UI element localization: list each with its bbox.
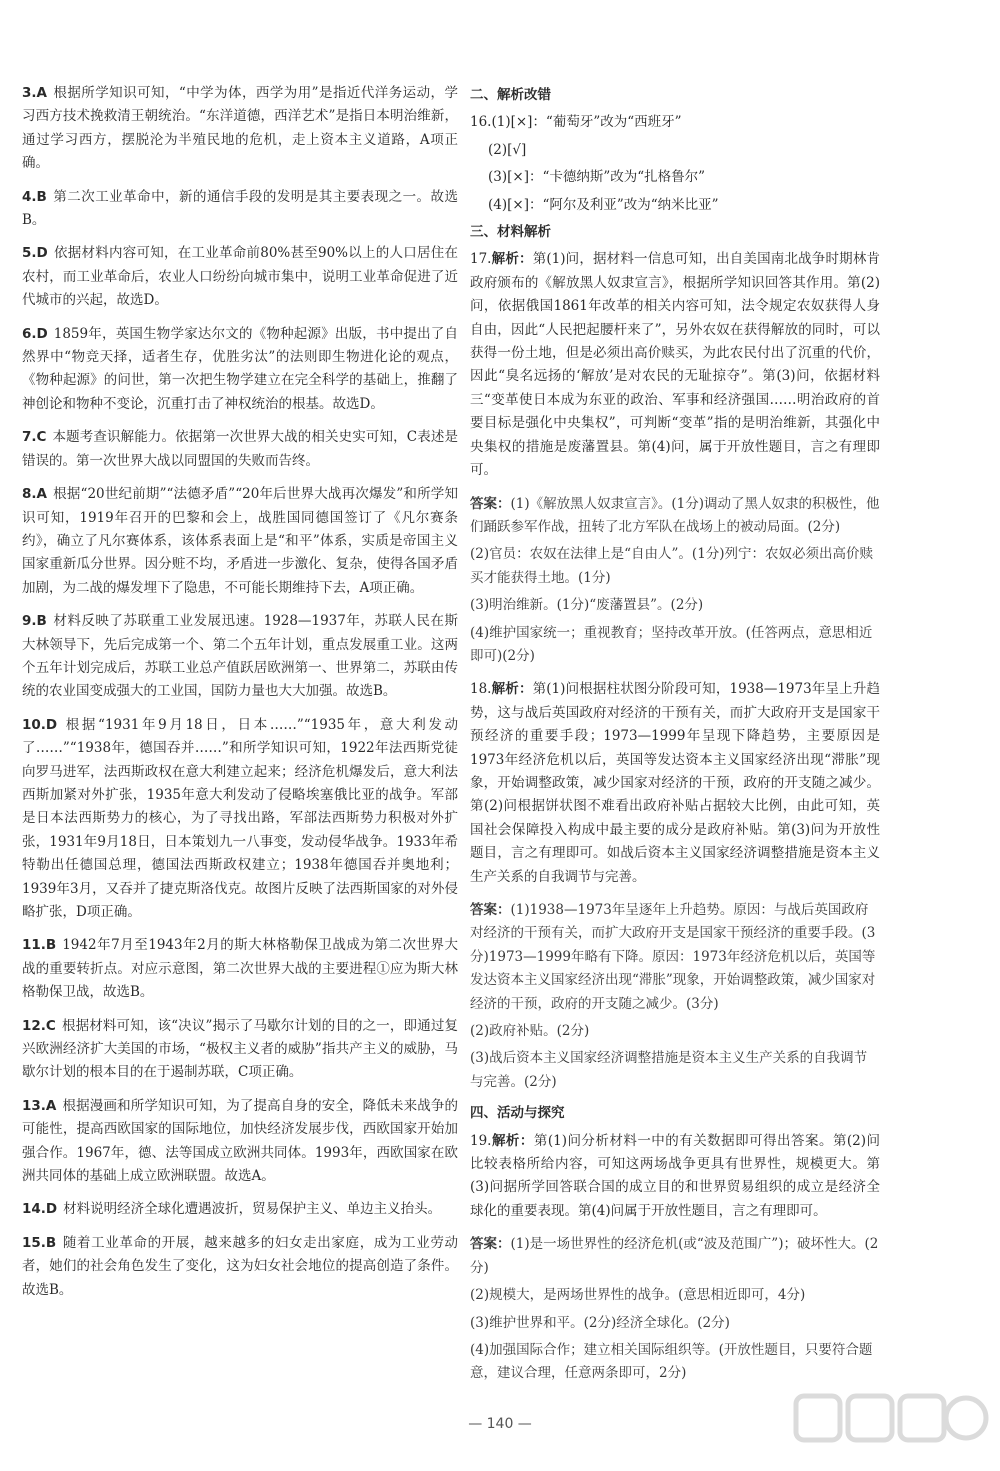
section-title-material: 三、材料解析 [470, 224, 551, 241]
item-number: 7.C [22, 429, 47, 446]
analysis-label: 解析： [491, 681, 533, 698]
item-number: 3.A [22, 85, 47, 101]
answer-item [22, 1312, 458, 1335]
answer-item [22, 1095, 458, 1189]
answer-text: (2)官员：农奴在法律上是“自由人”。(1分)列宁：农奴必须出高价赎买才能获得土地。(1分) [470, 546, 874, 586]
item-text: 材料反映了苏联重工业发展迅速。1928—1937年，苏联人民在斯大林领导下，先后完成第一个、第二个五年计划，重点发展重工业。这两个五年计划完成后，苏联工业总产值跃居欧洲第一、世界第二，苏联由传统的农业国变成强大的工业国，国防力量也大大加强。故选B。 [22, 613, 458, 700]
answer-label: 答案： [470, 1236, 511, 1253]
question-19-analysis [470, 1130, 880, 1224]
item-number: 10.D [22, 716, 58, 733]
correction-line: 16.(1)[×]：“葡萄牙”改为“西班牙” [470, 114, 682, 131]
answer-item [22, 1346, 458, 1369]
item-number: 15.B [22, 1234, 57, 1251]
answer-item [22, 82, 458, 176]
item-text: 随着工业革命的开展，越来越多的妇女走出家庭，成为工业劳动者，她们的社会角色发生了变化，这为妇女社会地位的提高创造了条件。故选B。 [22, 1234, 458, 1298]
item-text: 材料说明经济全球化遭遇波折，贸易保护主义、单边主义抬头。 [63, 1201, 442, 1218]
answer-text: (4)维护国家统一；重视教育；坚持改革开放。(任答两点，意思相近即可)(2分) [470, 624, 873, 664]
item-text: 根据材料可知，该“决议”揭示了马歇尔计划的目的之一，即通过复兴欧洲经济扩大美国的市场，“极权主义者的威胁”指共产主义的威胁，马歇尔计划的根本目的在于遏制苏联，C项正确。 [22, 1017, 458, 1081]
question-17-analysis [470, 248, 880, 482]
item-text: 根据所学知识可知，“中学为体，西学为用”是指近代洋务运动，学习西方技术挽救清王朝统治。“东洋道德，西洋艺术”是指日本明治维新，通过学习西方，摆脱沦为半殖民地的危机，走上资本主义道路，A项正确。 [22, 85, 458, 172]
question-18-analysis [470, 678, 880, 889]
item-number: 13.A [22, 1097, 57, 1114]
answer-item [22, 1198, 458, 1221]
section-title-correction: 二、解析改错 [470, 87, 551, 103]
item-number: 5.D [22, 245, 48, 262]
answer-text: (2)政府补贴。(2分) [470, 1023, 590, 1040]
answer-text: (3)维护世界和平。(2分)经济全球化。(2分) [470, 1314, 730, 1331]
analysis-label: 解析： [491, 251, 533, 268]
item-text: 1942年7月至1943年2月的斯大林格勒保卫战成为第二次世界大战的重要转折点。对应示意图，第二次世界大战的主要进程①应为斯大林格勒保卫战，故选B。 [22, 937, 458, 1001]
right-column [470, 82, 880, 1390]
item-number: 4.B [22, 188, 47, 205]
question-18-answer [470, 899, 880, 1016]
answer-text: (4)加强国际合作；建立相关国际组织等。(开放性题目，只要符合题意，建议合理，任意两条即可，2分) [470, 1341, 873, 1382]
answer-text: (1)《解放黑人奴隶宣言》。(1分)调动了黑人奴隶的积极性，他们踊跃参军作战，扭转了北方军队在战场上的被动局面。(2分) [470, 495, 880, 535]
answer-text: (3)明治维新。(1分)“废藩置县”。(2分) [470, 597, 704, 614]
answer-text: (2)规模大，是两场世界性的战争。(意思相近即可，4分) [470, 1287, 806, 1304]
page-number: — 140 — [468, 1416, 532, 1432]
item-text: 根据“1931年9月18日，日本……”“1935年，意大利发动了……”“1938年，德国吞并……”和所学知识可知，1922年法西斯党徒向罗马进军，法西斯政权在意大利建立起来；经济危机爆发后，意大利法西斯加紧对外扩张，1935年意大利发动了侵略埃塞俄比亚的战争。军部是日本法西斯势力的核心，为了寻找出路，军部法西斯势力积极对外扩张，1931年9月18日，日本策划九一八事变，发动侵华战争。1933年希特勒出任德国总理，德国法西斯政权建立；1938年德国吞并奥地利；1939年3月，又吞并了捷克斯洛伐克。故图片反映了法西斯国家的对外侵略扩张，D项正确。 [22, 716, 458, 920]
question-number: 19. [470, 1132, 492, 1149]
answer-label: 答案： [470, 902, 511, 918]
answer-item [22, 1232, 458, 1302]
analysis-text: 第(1)问根据柱状图分阶段可知，1938—1973年呈上升趋势，这与战后英国政府对经济的干预有关，而扩大政府开支是国家干预经济的重要手段；1973—1999年呈现下降趋势，主要原因是1973年经济危机以后，英国等发达资本主义国家经济出现“滞胀”现象，开始调整政策，减少国家对经济的干预，政府的开支随之减少。第(2)问根据饼状图不难看出政府补贴占据较大比例，由此可知，英国社会保障投入构成中最主要的成分是政府补贴。第(3)问为开放性题目，言之有理即可。如战后资本主义国家经济调整措施是资本主义生产关系的自我调节与完善。 [470, 681, 880, 885]
analysis-text: 第(1)问分析材料一中的有关数据即可得出答案。第(2)问比较表格所给内容，可知这两场战争更具有世界性，规模更大。第(3)问据所学回答联合国的成立目的和世界贸易组织的成立是经济全球化的重要表现。第(4)问属于开放性题目，言之有理即可。 [470, 1132, 881, 1219]
question-17-answer [470, 493, 880, 540]
answer-item [22, 242, 458, 312]
item-text: 1859年，英国生物学家达尔文的《物种起源》出版，书中提出了自然界中“物竞天择，适者生存，优胜劣汰”的法则即生物进化论的观点，《物种起源》的问世，第一次把生物学建立在完全科学的基础上，推翻了神创论和物种不变论，沉重打击了神权统治的根基。故选D。 [22, 325, 458, 412]
item-number: 12.C [22, 1017, 56, 1034]
question-number: 17. [470, 251, 492, 268]
item-number: 8.A [22, 486, 47, 503]
question-19-answer [470, 1233, 880, 1280]
correction-line: (3)[×]：“卡德纳斯”改为“扎格鲁尔” [488, 169, 706, 186]
answer-item [22, 426, 458, 473]
answer-item [22, 186, 458, 233]
item-text: 本题考查识解能力。依据第一次世界大战的相关史实可知，C表述是错误的。第一次世界大战以同盟国的失败而告终。 [22, 429, 458, 469]
answer-item [22, 934, 458, 1004]
item-number: 9.B [22, 613, 47, 630]
correction-line: (4)[×]：“阿尔及利亚”改为“纳米比亚” [488, 196, 719, 213]
item-text: 依据材料内容可知，在工业革命前80%甚至90%以上的人口居住在农村，而工业革命后，农业人口纷纷向城市集中，说明工业革命促进了近代城市的兴起，故选D。 [22, 245, 458, 309]
item-text: 根据“20世纪前期”“法德矛盾”“20年后世界大战再次爆发”和所学知识可知，1919年召开的巴黎和会上，战胜国同德国签订了《凡尔赛条约》，确立了凡尔赛体系，该体系表面上是“和平”体系，实质是帝国主义国家重新瓜分世界。因分赃不均，矛盾进一步激化、复杂，使得各国矛盾加剧，为二战的爆发埋下了隐患，不可能长期维持下去，A项正确。 [22, 486, 458, 596]
item-text: 根据漫画和所学知识可知，为了提高自身的安全，降低未来战争的可能性，提高西欧国家的国际地位，加快经济发展步伐，西欧国家开始加强合作。1967年，德、法等国成立欧洲共同体。1993年，西欧国家在欧洲共同体的基础上成立欧洲联盟。故选A。 [22, 1097, 458, 1185]
item-number: 6.D [22, 325, 48, 342]
left-column [22, 82, 458, 1379]
answer-item [22, 323, 458, 417]
analysis-text: 第(1)问，据材料一信息可知，出自美国南北战争时期林肯政府颁布的《解放黑人奴隶宣言》，根据所学知识回答其作用。第(2)问，依据俄国1861年改革的相关内容可知，法令规定农奴获得人身自由，因此“人民把起腰杆来了”，另外农奴在获得解放的同时，可以获得一份土地，但是必须出高价赎买，为此农民付出了沉重的代价，因此“臭名远扬的‘解放’是对农民的无耻掠夺”。第(3)问，依据材料三“变革使日本成为东亚的政治、军事和经济强国……明治政府的首要目标是强化中央集权”，可判断“变革”指的是明治维新，其强化中央集权的措施是废藩置县。第(4)问，属于开放性题目，言之有理即可。 [470, 251, 881, 479]
answer-label: 答案： [470, 495, 511, 512]
answer-item [22, 610, 458, 704]
item-number: 11.B [22, 937, 57, 954]
item-text: 第二次工业革命中，新的通信手段的发明是其主要表现之一。故选B。 [22, 188, 458, 229]
answer-text: (1)是一场世界性的经济危机(或“波及范围广”)；破坏性大。(2分) [470, 1236, 879, 1276]
answer-text: (3)战后资本主义国家经济调整措施是资本主义生产关系的自我调节与完善。(2分) [470, 1050, 868, 1090]
analysis-label: 解析： [491, 1132, 534, 1149]
question-number: 18. [470, 681, 492, 698]
answer-text: (1)1938—1973年呈逐年上升趋势。原因：与战后英国政府对经济的干预有关，而扩大政府开支是国家干预经济的重要手段。(3分)1973—1999年略有下降。原因：1973年经济危机以后，英国等发达资本主义国家经济出现“滞胀”现象，开始调整政策，减少国家对经济的干预，政府的开支随之减少。(3分) [470, 902, 876, 1012]
section-title-activity: 四、活动与探究 [470, 1105, 565, 1122]
watermark-logo-icon [790, 1388, 990, 1468]
answer-item [22, 483, 458, 600]
answer-item [22, 1015, 458, 1085]
item-number: 14.D [22, 1201, 58, 1218]
correction-line: (2)[√] [488, 141, 527, 158]
answer-item [22, 714, 458, 925]
